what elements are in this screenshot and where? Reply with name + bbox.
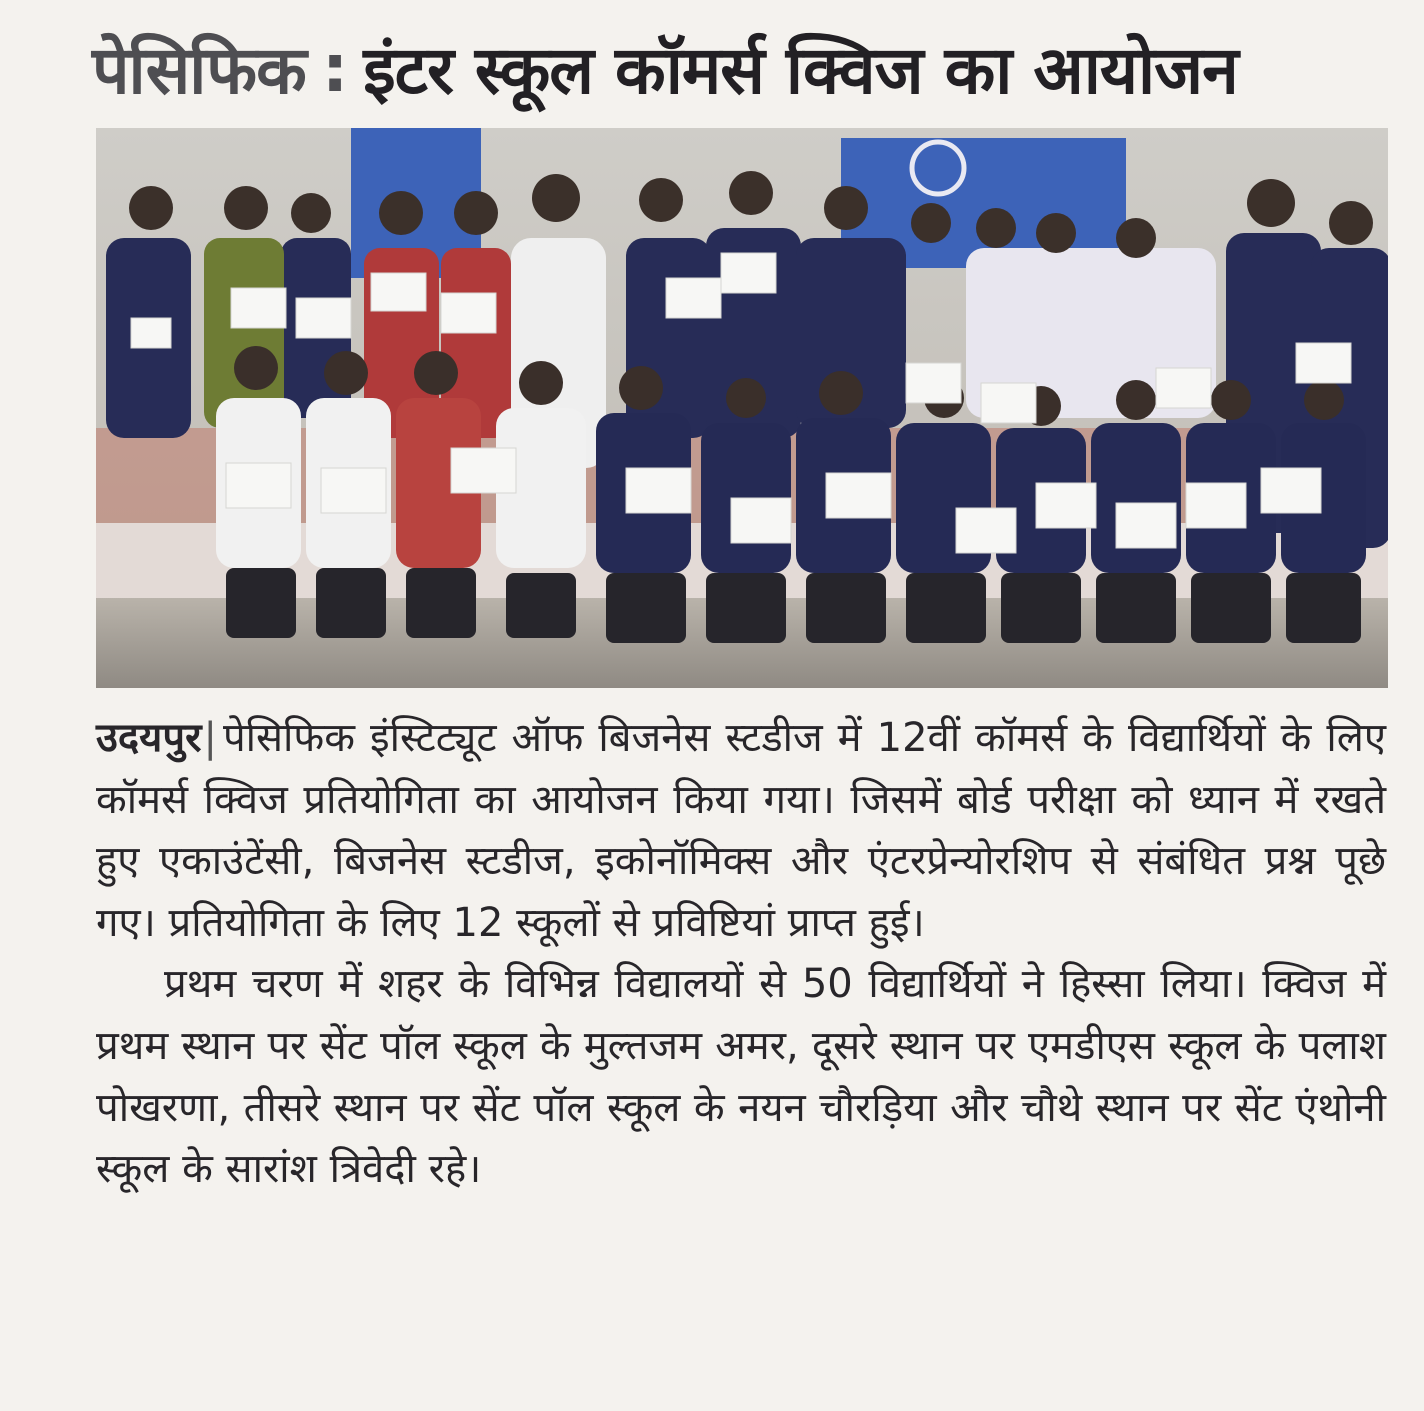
dateline: उदयपुर [96, 715, 202, 761]
headline-brand: पेसिफिक [92, 32, 306, 109]
group-photo-illustration [96, 128, 1388, 688]
headline-separator: : [321, 29, 348, 107]
paragraph-1-text: पेसिफिक इंस्टिट्यूट ऑफ बिजनेस स्टडीज में 12वीं कॉमर्स के विद्यार्थियों के लिए कॉमर्स क्विज प्रतियोगिता का आयोजन किया गया। जिसमें बोर्ड परीक्षा को ध्यान में रखते हुए एकाउंटेंसी, बिजनेस स्टडीज, इकोनॉमिक्स और एंटरप्रेन्योरशिप से संबंधित प्रश्न पूछे गए। प्रतियोगिता के लिए 12 स्कूलों से प्रविष्टियां प्राप्त हुई। [96, 715, 1386, 946]
article-paragraph-1 [96, 708, 1386, 954]
headline-title: इंटर स्कूल कॉमर्स क्विज का आयोजन [363, 32, 1238, 109]
group-photo [96, 128, 1388, 688]
article-paragraph-2: प्रथम चरण में शहर के विभिन्न विद्यालयों से 50 विद्यार्थियों ने हिस्सा लिया। क्विज में प्रथम स्थान पर सेंट पॉल स्कूल के मुल्तजम अमर, दूसरे स्थान पर एमडीएस स्कूल के पलाश पोखरणा, तीसरे स्थान पर सेंट पॉल स्कूल के नयन चौरड़िया और चौथे स्थान पर सेंट एंथोनी स्कूल के सारांश त्रिवेदी रहे। [96, 961, 1386, 1193]
dateline-divider: | [203, 715, 217, 761]
article-body [96, 708, 1386, 1201]
headline [92, 18, 1392, 118]
